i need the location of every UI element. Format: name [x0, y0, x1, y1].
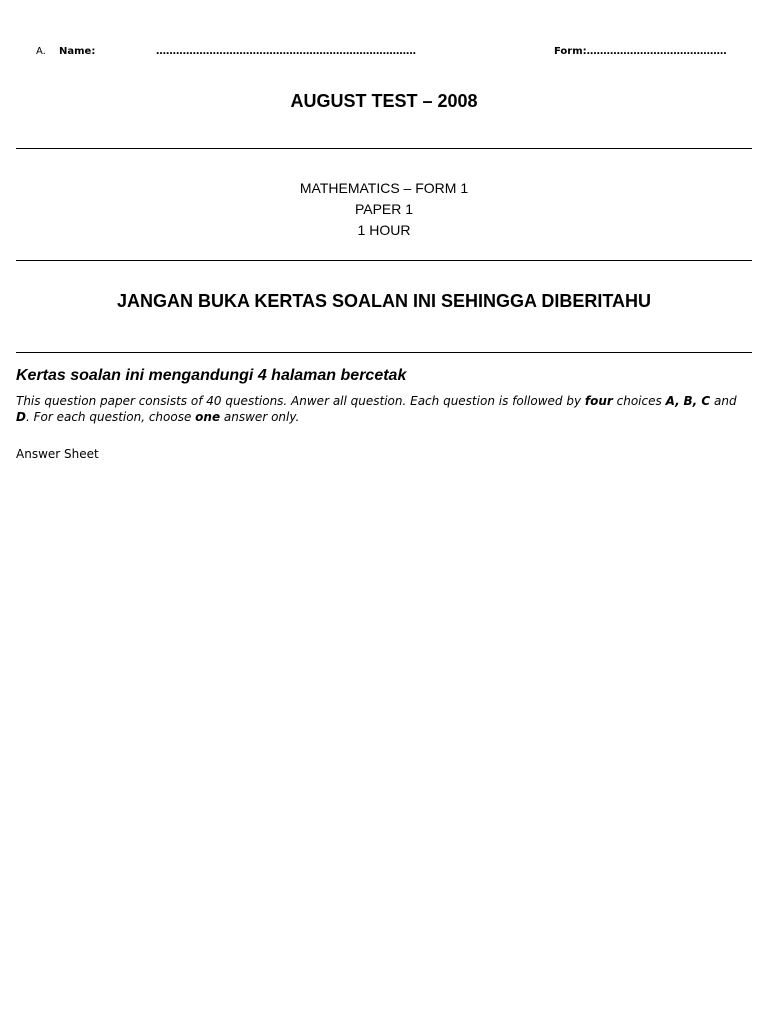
name-label: Name: — [59, 46, 96, 57]
instructions-choice-bc: B, C — [683, 394, 711, 408]
instructions-text: and — [710, 394, 737, 408]
instructions-choice-d: D — [16, 410, 26, 424]
instructions-text: This question paper consists of 40 questions. Anwer all question. Each question is followed by — [16, 394, 585, 408]
paper-line: PAPER 1 — [354, 201, 414, 217]
test-title: AUGUST TEST – 2008 — [290, 91, 478, 111]
instructions-text: choices — [612, 394, 666, 408]
do-not-open-warning: JANGAN BUKA KERTAS SOALAN INI SEHINGGA DIBERITAHU — [116, 291, 651, 311]
duration-line: 1 HOUR — [357, 222, 411, 238]
printed-pages-note: Kertas soalan ini mengandungi 4 halaman bercetak — [16, 367, 407, 384]
subject-block — [0, 178, 768, 241]
instructions-text: . For each question, choose — [25, 410, 196, 424]
instructions-text: answer only. — [220, 410, 300, 424]
instructions-paragraph — [16, 393, 746, 425]
divider-middle — [16, 260, 752, 261]
divider-bottom — [16, 352, 752, 353]
instructions-emphasis-four: four — [584, 394, 613, 408]
subject-line: MATHEMATICS – FORM 1 — [299, 180, 469, 196]
divider-top — [16, 148, 752, 149]
instructions-choice-a: A, — [665, 394, 680, 408]
instructions-emphasis-one: one — [195, 410, 221, 424]
name-blank-line: …………………………………………………………………… — [156, 46, 416, 57]
section-letter: A. — [36, 46, 46, 57]
form-label: Form:…………………………………… — [554, 46, 727, 57]
answer-sheet-heading: Answer Sheet — [16, 447, 99, 461]
student-info-row — [36, 46, 746, 62]
